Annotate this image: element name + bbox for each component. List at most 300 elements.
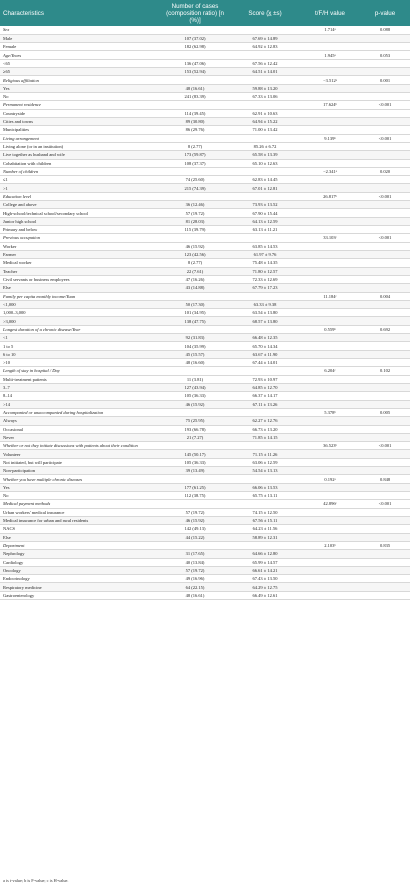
table-row <box>0 184 410 192</box>
header-cases: Number of cases (composition ratio) [n (%)] <box>160 0 230 26</box>
cell-score <box>230 134 300 142</box>
cell-cases: 74 (25.60) <box>160 176 230 184</box>
cell-p-value <box>360 566 410 574</box>
cell-p-value <box>360 591 410 599</box>
cell-p-value: <0.001 <box>360 442 410 450</box>
cell-cases: 21 (7.27) <box>160 433 230 441</box>
cell-p-value <box>360 275 410 283</box>
cell-stat <box>300 151 360 159</box>
cell-p-value <box>360 575 410 583</box>
cell-cases: 81 (28.03) <box>160 217 230 225</box>
table-row <box>0 151 410 159</box>
cell-characteristic: NACS <box>0 525 160 533</box>
cell-stat <box>300 159 360 167</box>
cell-characteristic: Farmer <box>0 250 160 258</box>
cell-p-value: <0.001 <box>360 134 410 142</box>
cell-score <box>230 367 300 375</box>
cell-cases: 8 (2.77) <box>160 142 230 150</box>
section-row <box>0 367 410 375</box>
cell-stat <box>300 516 360 524</box>
cell-score: 65.75 ± 13.11 <box>230 492 300 500</box>
table-row <box>0 300 410 308</box>
table-row <box>0 450 410 458</box>
cell-score: 59.88 ± 13.20 <box>230 84 300 92</box>
cell-characteristic: >1 <box>0 184 160 192</box>
cell-stat <box>300 591 360 599</box>
table-row <box>0 159 410 167</box>
cell-score: 67.43 ± 13.50 <box>230 575 300 583</box>
cell-p-value: <0.001 <box>360 234 410 242</box>
cell-characteristic: Whether you have multiple chronic diseases <box>0 475 160 483</box>
section-row <box>0 134 410 142</box>
cell-p-value <box>360 43 410 51</box>
cell-characteristic: 6 to 10 <box>0 350 160 358</box>
cell-stat: 36.523ᵇ <box>300 442 360 450</box>
cell-stat <box>300 467 360 475</box>
table-row <box>0 34 410 42</box>
cell-stat <box>300 583 360 591</box>
cell-score: 65.99 ± 14.57 <box>230 558 300 566</box>
cell-cases: 153 (52.94) <box>160 68 230 76</box>
cell-cases <box>160 51 230 59</box>
table-row <box>0 176 410 184</box>
table-row <box>0 217 410 225</box>
cell-stat <box>300 525 360 533</box>
cell-cases: 101 (34.95) <box>160 309 230 317</box>
cell-characteristic: No <box>0 492 160 500</box>
cell-score: 62.91 ± 10.63 <box>230 109 300 117</box>
cell-p-value <box>360 284 410 292</box>
table-row <box>0 259 410 267</box>
cell-cases: 49 (16.96) <box>160 575 230 583</box>
cell-p-value: 0.001 <box>360 76 410 84</box>
table-row <box>0 392 410 400</box>
cell-score <box>230 76 300 84</box>
cell-stat: 6.204ᶜ <box>300 367 360 375</box>
cell-score: 66.06 ± 13.53 <box>230 483 300 491</box>
table-row <box>0 458 410 466</box>
cell-score <box>230 51 300 59</box>
cell-cases <box>160 500 230 508</box>
cell-stat <box>300 176 360 184</box>
cell-stat <box>300 267 360 275</box>
cell-cases: 22 (7.61) <box>160 267 230 275</box>
cell-score <box>230 26 300 34</box>
cell-cases: 36 (12.46) <box>160 201 230 209</box>
cell-characteristic: Municipalities <box>0 126 160 134</box>
cell-cases: 145 (50.17) <box>160 450 230 458</box>
cell-cases <box>160 234 230 242</box>
table-row <box>0 566 410 574</box>
cell-characteristic: 1,000–3,000 <box>0 309 160 317</box>
cell-cases <box>160 76 230 84</box>
cell-cases: 31 (17.65) <box>160 550 230 558</box>
cell-cases: 64 (22.15) <box>160 583 230 591</box>
cell-stat <box>300 259 360 267</box>
cell-p-value <box>360 417 410 425</box>
cell-stat <box>300 142 360 150</box>
cell-score: 71.85 ± 14.15 <box>230 433 300 441</box>
cell-score: 72.33 ± 12.69 <box>230 275 300 283</box>
cell-p-value <box>360 525 410 533</box>
cell-cases <box>160 101 230 109</box>
cell-p-value <box>360 383 410 391</box>
cell-characteristic: Worker <box>0 242 160 250</box>
cell-score: 63.33 ± 9.38 <box>230 300 300 308</box>
cell-characteristic: Oncology <box>0 566 160 574</box>
cell-characteristic: Civil servants or business employees <box>0 275 160 283</box>
table-row <box>0 275 410 283</box>
cell-p-value <box>360 317 410 325</box>
section-row <box>0 192 410 200</box>
table-header <box>0 0 410 26</box>
cell-p-value <box>360 201 410 209</box>
cell-stat <box>300 34 360 42</box>
header-score: Score (̄x̲ ±s) <box>230 0 300 26</box>
cell-score <box>230 442 300 450</box>
cell-stat <box>300 209 360 217</box>
cell-p-value <box>360 433 410 441</box>
cell-score: 64.94 ± 15.22 <box>230 117 300 125</box>
cell-characteristic: Medical insurance for urban and rural residents <box>0 516 160 524</box>
cell-stat <box>300 575 360 583</box>
cell-stat <box>300 93 360 101</box>
cell-characteristic: 3–7 <box>0 383 160 391</box>
cell-p-value <box>360 425 410 433</box>
cell-stat <box>300 342 360 350</box>
cell-stat <box>300 550 360 558</box>
cell-p-value <box>360 342 410 350</box>
cell-p-value: <0.001 <box>360 101 410 109</box>
cell-p-value <box>360 458 410 466</box>
cell-score: 64.23 ± 11.56 <box>230 525 300 533</box>
cell-score <box>230 325 300 333</box>
cell-p-value: <0.001 <box>360 192 410 200</box>
cell-score: 63.06 ± 12.59 <box>230 458 300 466</box>
cell-p-value <box>360 109 410 117</box>
cell-cases: 45 (15.57) <box>160 350 230 358</box>
cell-stat <box>300 217 360 225</box>
cell-characteristic: Respiratory medicine <box>0 583 160 591</box>
cell-p-value <box>360 159 410 167</box>
table-row <box>0 525 410 533</box>
section-row <box>0 442 410 450</box>
cell-score: 67.56 ± 15.11 <box>230 516 300 524</box>
cell-score: 66.37 ± 14.17 <box>230 392 300 400</box>
cell-score: 64.51 ± 14.01 <box>230 68 300 76</box>
table-row <box>0 583 410 591</box>
cell-score <box>230 408 300 416</box>
cell-p-value <box>360 550 410 558</box>
cell-p-value <box>360 84 410 92</box>
cell-stat: 5.378ᵇ <box>300 408 360 416</box>
cell-p-value <box>360 34 410 42</box>
cell-score <box>230 234 300 242</box>
cell-stat: 17.624ᵇ <box>300 101 360 109</box>
cell-cases: 193 (66.78) <box>160 425 230 433</box>
cell-cases: 46 (15.92) <box>160 516 230 524</box>
cell-p-value: 0.004 <box>360 292 410 300</box>
cell-stat <box>300 43 360 51</box>
cell-score: 63.13 ± 11.21 <box>230 226 300 234</box>
cell-characteristic: Urban workers' medical insurance <box>0 508 160 516</box>
cell-score: 65.70 ± 14.34 <box>230 342 300 350</box>
table-row <box>0 68 410 76</box>
cell-score: 74.15 ± 12.50 <box>230 508 300 516</box>
cell-cases: 142 (49.13) <box>160 525 230 533</box>
cell-cases: 105 (36.33) <box>160 392 230 400</box>
cell-stat: −2.341ᵃ <box>300 167 360 175</box>
cell-characteristic: >10 <box>0 359 160 367</box>
cell-cases: 48 (16.60) <box>160 359 230 367</box>
cell-cases <box>160 367 230 375</box>
section-row <box>0 101 410 109</box>
table-row <box>0 383 410 391</box>
table-row <box>0 591 410 599</box>
cell-cases <box>160 325 230 333</box>
cell-stat <box>300 400 360 408</box>
table-row <box>0 43 410 51</box>
cell-p-value <box>360 533 410 541</box>
cell-p-value <box>360 226 410 234</box>
cell-characteristic: 1 to 5 <box>0 342 160 350</box>
cell-p-value <box>360 142 410 150</box>
cell-stat <box>300 201 360 209</box>
cell-stat <box>300 300 360 308</box>
cell-stat <box>300 558 360 566</box>
table-row <box>0 575 410 583</box>
cell-p-value <box>360 250 410 258</box>
cell-stat: 26.817ᵇ <box>300 192 360 200</box>
table-row <box>0 516 410 524</box>
cell-score: 71.80 ± 12.57 <box>230 267 300 275</box>
cell-p-value <box>360 176 410 184</box>
cell-p-value: 0.848 <box>360 475 410 483</box>
cell-p-value <box>360 375 410 383</box>
table-row <box>0 400 410 408</box>
cell-characteristic: Cohabitation with children <box>0 159 160 167</box>
cell-characteristic: Medical payment methods <box>0 500 160 508</box>
table-row <box>0 334 410 342</box>
cell-score: 67.11 ± 13.26 <box>230 400 300 408</box>
cell-p-value <box>360 483 410 491</box>
cell-score: 62.83 ± 14.45 <box>230 176 300 184</box>
cell-cases: 86 (29.76) <box>160 126 230 134</box>
cell-cases: 105 (36.33) <box>160 458 230 466</box>
cell-p-value <box>360 217 410 225</box>
cell-cases: 57 (19.72) <box>160 209 230 217</box>
cell-characteristic: Not initiated, but will participate <box>0 458 160 466</box>
cell-stat <box>300 68 360 76</box>
cell-score: 67.56 ± 12.42 <box>230 59 300 67</box>
cell-cases: 123 (42.56) <box>160 250 230 258</box>
table-row <box>0 359 410 367</box>
cell-stat <box>300 417 360 425</box>
header-characteristics: Characteristics <box>0 0 160 26</box>
cell-p-value: <0.001 <box>360 500 410 508</box>
cell-score: 67.01 ± 12.81 <box>230 184 300 192</box>
cell-score <box>230 292 300 300</box>
section-row <box>0 51 410 59</box>
cell-characteristic: Accompanied or unaccompanied during hospitalization <box>0 408 160 416</box>
cell-characteristic: Always <box>0 417 160 425</box>
cell-p-value <box>360 300 410 308</box>
cell-cases: 115 (39.79) <box>160 226 230 234</box>
section-row <box>0 26 410 34</box>
cell-cases: 92 (31.83) <box>160 334 230 342</box>
cell-stat <box>300 226 360 234</box>
table-body <box>0 26 410 600</box>
cell-cases <box>160 167 230 175</box>
cell-p-value <box>360 467 410 475</box>
cell-score: 71.00 ± 13.42 <box>230 126 300 134</box>
cell-p-value <box>360 359 410 367</box>
section-row <box>0 541 410 549</box>
table-row <box>0 284 410 292</box>
table-footnote: a is t-value; b is F-value; c is H-value. <box>3 878 69 883</box>
cell-p-value: 0.005 <box>360 408 410 416</box>
cell-score <box>230 167 300 175</box>
section-row <box>0 325 410 333</box>
cell-cases: 8 (2.77) <box>160 259 230 267</box>
cell-characteristic: Family per capita monthly income/Yuan <box>0 292 160 300</box>
cell-characteristic: High-school/technical school/secondary school <box>0 209 160 217</box>
cell-cases <box>160 475 230 483</box>
cell-stat <box>300 242 360 250</box>
cell-characteristic: Number of children <box>0 167 160 175</box>
cell-cases: 89 (30.80) <box>160 117 230 125</box>
cell-stat <box>300 392 360 400</box>
cell-score: 75.48 ± 14.35 <box>230 259 300 267</box>
table-row <box>0 533 410 541</box>
cell-cases: 138 (47.75) <box>160 317 230 325</box>
cell-score: 54.54 ± 13.13 <box>230 467 300 475</box>
cell-characteristic: <1,000 <box>0 300 160 308</box>
cell-score: 65.58 ± 13.39 <box>230 151 300 159</box>
cell-score: 67.33 ± 13.06 <box>230 93 300 101</box>
section-row <box>0 475 410 483</box>
cell-stat <box>300 375 360 383</box>
cell-characteristic: Yes <box>0 483 160 491</box>
header-p: p-value <box>360 0 410 26</box>
cell-score: 66.61 ± 14.21 <box>230 566 300 574</box>
cell-cases <box>160 408 230 416</box>
cell-stat: 33.103ᶜ <box>300 234 360 242</box>
cell-stat <box>300 359 360 367</box>
table-row <box>0 242 410 250</box>
cell-score: 64.92 ± 12.83 <box>230 43 300 51</box>
cell-characteristic: Teacher <box>0 267 160 275</box>
cell-p-value <box>360 93 410 101</box>
cell-score: 66.48 ± 12.35 <box>230 334 300 342</box>
cell-characteristic: Else <box>0 533 160 541</box>
cell-characteristic: Live together as husband and wife <box>0 151 160 159</box>
cell-cases: 47 (16.26) <box>160 275 230 283</box>
cell-cases: 215 (74.39) <box>160 184 230 192</box>
cell-score: 64.13 ± 12.59 <box>230 217 300 225</box>
cell-score: 67.90 ± 15.44 <box>230 209 300 217</box>
table-row <box>0 84 410 92</box>
cell-p-value <box>360 334 410 342</box>
cell-stat <box>300 184 360 192</box>
section-row <box>0 76 410 84</box>
cell-cases: 107 (37.02) <box>160 34 230 42</box>
cell-cases: 57 (19.72) <box>160 508 230 516</box>
table-row <box>0 350 410 358</box>
table-row <box>0 483 410 491</box>
section-row <box>0 408 410 416</box>
cell-cases <box>160 192 230 200</box>
cell-score: 67.69 ± 14.89 <box>230 34 300 42</box>
table-row <box>0 508 410 516</box>
cell-characteristic: Living arrangement <box>0 134 160 142</box>
cell-stat <box>300 492 360 500</box>
cell-score: 71.15 ± 11.26 <box>230 450 300 458</box>
cell-characteristic: Occasional <box>0 425 160 433</box>
table-row <box>0 109 410 117</box>
cell-score: 66.49 ± 12.61 <box>230 591 300 599</box>
cell-cases <box>160 134 230 142</box>
cell-cases: 75 (25.95) <box>160 417 230 425</box>
table-row <box>0 433 410 441</box>
cell-stat: −3.512ᵃ <box>300 76 360 84</box>
cell-cases <box>160 292 230 300</box>
table-row <box>0 550 410 558</box>
table-row <box>0 267 410 275</box>
cell-characteristic: 8–14 <box>0 392 160 400</box>
cell-cases: 104 (35.99) <box>160 342 230 350</box>
cell-cases <box>160 442 230 450</box>
table-row <box>0 317 410 325</box>
table-row <box>0 93 410 101</box>
cell-cases: 177 (61.25) <box>160 483 230 491</box>
cell-score: 65.10 ± 12.63 <box>230 159 300 167</box>
cell-stat <box>300 425 360 433</box>
cell-characteristic: >14 <box>0 400 160 408</box>
cell-stat: 1.714ᵃ <box>300 26 360 34</box>
cell-score <box>230 101 300 109</box>
cell-score: 63.54 ± 13.80 <box>230 309 300 317</box>
cell-stat <box>300 533 360 541</box>
cell-characteristic: Longest duration of a chronic disease/Year <box>0 325 160 333</box>
cell-cases <box>160 541 230 549</box>
cell-p-value <box>360 117 410 125</box>
cell-characteristic: Gastroenterology <box>0 591 160 599</box>
cell-p-value <box>360 309 410 317</box>
table-row <box>0 201 410 209</box>
cell-p-value <box>360 516 410 524</box>
cell-stat <box>300 566 360 574</box>
cell-characteristic: Age/Years <box>0 51 160 59</box>
cell-stat <box>300 483 360 491</box>
cell-stat <box>300 458 360 466</box>
cell-cases: 57 (19.72) <box>160 566 230 574</box>
cell-p-value <box>360 68 410 76</box>
cell-stat <box>300 350 360 358</box>
cell-stat <box>300 109 360 117</box>
cell-characteristic: Previous occupation <box>0 234 160 242</box>
cell-p-value <box>360 492 410 500</box>
cell-characteristic: College and above <box>0 201 160 209</box>
cell-p-value <box>360 392 410 400</box>
cell-cases: 44 (15.22) <box>160 533 230 541</box>
cell-characteristic: >3,000 <box>0 317 160 325</box>
cell-p-value <box>360 259 410 267</box>
cell-stat: 9.139ᵇ <box>300 134 360 142</box>
table-row <box>0 309 410 317</box>
cell-p-value: 0.102 <box>360 367 410 375</box>
cell-score: 68.57 ± 13.80 <box>230 317 300 325</box>
